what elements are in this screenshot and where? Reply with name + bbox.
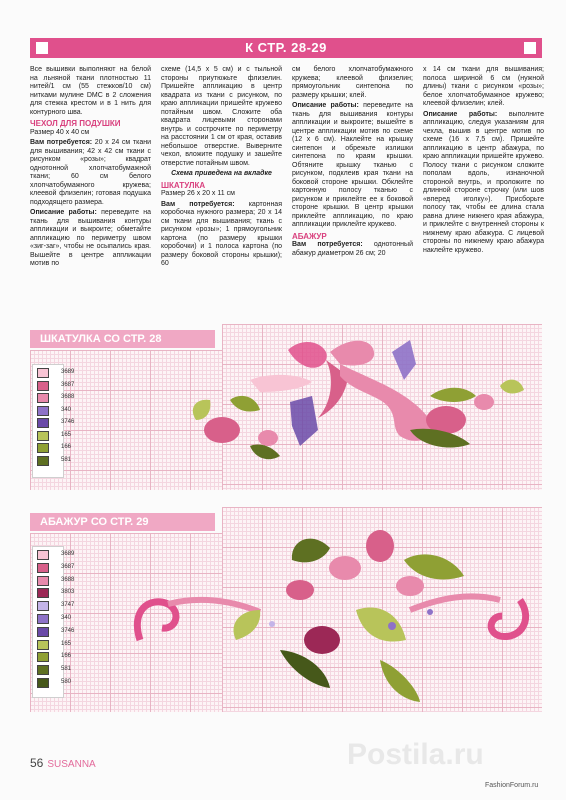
dmc-code: 166 — [61, 444, 72, 450]
chart1-title: ШКАТУЛКА СО СТР. 28 — [40, 333, 162, 345]
legend-row — [37, 665, 97, 674]
color-swatch — [37, 652, 49, 662]
box-size: Размер 26 x 20 x 11 см — [161, 190, 235, 197]
work-text: переведите на ткань для вышивания контуры аппликации и выкроите; вышейте в центре аппликации мотив по схеме (12 x 6 см). Наклейте на крышку синтепон и обрежьте излишки синтепона по краям крышки. Обтяните крышку тканью с рисунком, подклеив края ткани на боковой стороне крышки. Обклейте картонную полосу тканью с рисунком и приклейте ее к боковой стороне крышки. В центр крышки приклейте аппликацию, по краю аппликации приклейте кружево. — [292, 102, 413, 228]
lampshade-work — [423, 111, 544, 256]
color-swatch — [37, 406, 49, 416]
dmc-code: 3746 — [61, 627, 75, 634]
pillow-materials — [30, 139, 151, 207]
page-header-banner — [30, 38, 542, 58]
chart1-pattern-grid — [222, 324, 542, 490]
legend-row — [37, 588, 97, 597]
work-text: выполните аппликацию, следуя указаниям для чехла, вышив в центре мотив по схеме (16 x 7,5 см). Пришейте аппликацию в центр абажура, по краю аппликации пришейте кружево. Полосу ткани с рисунком сложите пополам вдоль, изнаночной стороной внутрь, и проложите по длинной стороне строчку (или шов «вперед иголку»). Присборьте полосу так, чтобы ее длина стала равна длине нижнего края абажура, и приклейте с внутренней стороны к нижнему краю абажура. С лицевой стороны по нижнему краю абажура наклейте кружево. — [423, 110, 544, 254]
text-column-3 — [292, 66, 413, 260]
materials-text: однотонный абажур диаметром 26 см; 20 — [292, 241, 413, 257]
color-swatch — [37, 431, 49, 441]
intro-paragraph: Все вышивки выполняют на белой на льняной ткани плотностью 11 нитей/1 см (55 стежков/10 см) нитками мулине DMC в 2 сложения для стежка крестом и в 1 нить для контурного шва. — [30, 66, 151, 116]
materials-text: 20 x 24 см ткани для вышивания; 42 x 42 см ткани с рисунком «розы»; квадрат однотонной хлопчатобумажной ткани; 60 см белого хлопчатобумажного кружева; клеевой флизелин; готовая подушка подходящего размера. — [30, 139, 151, 206]
color-swatch — [37, 381, 49, 391]
color-swatch — [37, 576, 49, 586]
legend-row — [37, 652, 97, 661]
legend-row — [37, 431, 97, 440]
work-label: Описание работы: — [30, 209, 97, 216]
dmc-code: 581 — [61, 666, 72, 673]
materials-label: Вам потребуется: — [292, 241, 363, 248]
legend-row — [37, 456, 97, 465]
legend-row — [37, 627, 97, 636]
legend-row — [37, 640, 97, 649]
lampshade-materials-continued: x 14 см ткани для вышивания; полоса шириной 6 см (нужной длины) ткани с рисунком «розы»; белое хлопчатобумажное кружево; клеевой флизелин; клей. — [423, 66, 544, 107]
text-column-4 — [423, 66, 544, 257]
section-title-pillow: ЧЕХОЛ ДЛЯ ПОДУШКИ — [30, 119, 121, 128]
page-header-title: К СТР. 28-29 — [245, 40, 327, 55]
dmc-code: 340 — [61, 406, 72, 413]
legend-row — [37, 368, 97, 377]
color-swatch — [37, 393, 49, 403]
scheme-note: Схема приведена на вкладке — [171, 170, 272, 177]
box-work — [292, 102, 413, 230]
color-swatch — [37, 418, 49, 428]
color-swatch — [37, 368, 49, 378]
materials-text: картонная коробочка нужного размера; 20 x 14 см ткани для вышивания; ткань с рисунком «розы»; 1 прямоугольник картона (по размеру крышки коробочки) и 1 полоса картона (по размеру боковой стороны крышки); 60 — [161, 200, 282, 267]
legend-row — [37, 563, 97, 572]
legend-row — [37, 393, 97, 402]
color-swatch — [37, 563, 49, 573]
pillow-work-continued: схеме (14,5 x 5 см) и с тыльной стороны приутюжьте флизелин. Пришейте аппликацию в центр квадрата из ткани с рисунком, по краю аппликации пришейте кружево потайным швом. Сложите оба квадрата лицевыми сторонами внутрь и сострочите по периметру на расстоянии 1 см от края, оставив небольшое отверстие. Выверните чехол, вложите подушку и зашейте отверстие потайным швом. — [161, 66, 282, 167]
color-swatch — [37, 550, 49, 560]
legend-row — [37, 601, 97, 610]
materials-label: Вам потребуется: — [161, 200, 235, 208]
color-swatch — [37, 665, 49, 675]
color-swatch — [37, 627, 49, 637]
dmc-code: 166 — [61, 653, 72, 660]
pillow-work — [30, 209, 151, 269]
chart2-pattern-grid — [222, 507, 542, 712]
dmc-code: 581 — [61, 456, 72, 463]
box-materials-continued: см белого хлопчатобумажного кружева; клеевой флизелин; прямоугольник синтепона по размеру крышки; клей. — [292, 66, 413, 99]
dmc-code: 580 — [61, 679, 72, 685]
color-swatch — [37, 678, 49, 688]
chart2-title-band — [30, 513, 215, 531]
legend-row — [37, 381, 97, 390]
work-label: Описание работы: — [292, 102, 359, 109]
dmc-code: 3688 — [61, 576, 75, 583]
dmc-code: 3689 — [61, 369, 75, 375]
legend-row — [37, 576, 97, 585]
watermark-logo-text: Postila.ru — [347, 738, 484, 771]
box-materials — [161, 201, 282, 269]
legend-row — [37, 678, 97, 687]
dmc-code: 3746 — [61, 419, 75, 425]
legend-row — [37, 614, 97, 623]
dmc-code: 3689 — [61, 551, 75, 557]
dmc-code: 340 — [61, 615, 72, 621]
color-swatch — [37, 614, 49, 624]
legend-row — [37, 443, 97, 452]
color-swatch — [37, 588, 49, 598]
color-swatch — [37, 640, 49, 650]
materials-label: Вам потребуется: — [30, 139, 93, 146]
color-swatch — [37, 443, 49, 453]
chart2-title: АБАЖУР СО СТР. 29 — [40, 516, 149, 528]
legend-row — [37, 406, 97, 415]
banner-square-right — [524, 42, 536, 54]
color-swatch — [37, 456, 49, 466]
dmc-code: 3803 — [61, 589, 75, 596]
pillow-size: Размер 40 x 40 см — [30, 128, 90, 136]
work-label: Описание работы: — [423, 110, 498, 118]
dmc-code: 3687 — [61, 563, 75, 570]
dmc-code: 3687 — [61, 381, 75, 388]
dmc-code: 3688 — [61, 394, 75, 400]
banner-square-left — [36, 42, 48, 54]
legend-row — [37, 418, 97, 427]
dmc-code: 165 — [61, 640, 72, 647]
dmc-code: 3747 — [61, 602, 75, 609]
page-footer — [30, 756, 96, 770]
lampshade-materials — [292, 241, 413, 258]
watermark-source: FashionForum.ru — [485, 782, 539, 789]
watermark — [347, 738, 547, 789]
dmc-code: 165 — [61, 431, 72, 438]
instructions-text — [30, 66, 542, 336]
text-column-2 — [161, 66, 282, 271]
section-title-lampshade: АБАЖУР — [292, 231, 327, 241]
color-swatch — [37, 601, 49, 611]
magazine-brand: SUSANNA — [47, 759, 96, 770]
section-title-box: ШКАТУЛКА — [161, 180, 206, 190]
page-number: 56 — [30, 756, 44, 770]
legend-row — [37, 550, 97, 559]
work-text: переведите на ткань для вышивания контуры аппликации и выкроите; обметайте аппликацию по периметру швом «зиг-заг», чтобы не осыпались края. Вышейте в центре аппликации мотив по — [30, 209, 151, 267]
chart1-title-band — [30, 330, 215, 348]
text-column-1 — [30, 66, 151, 271]
